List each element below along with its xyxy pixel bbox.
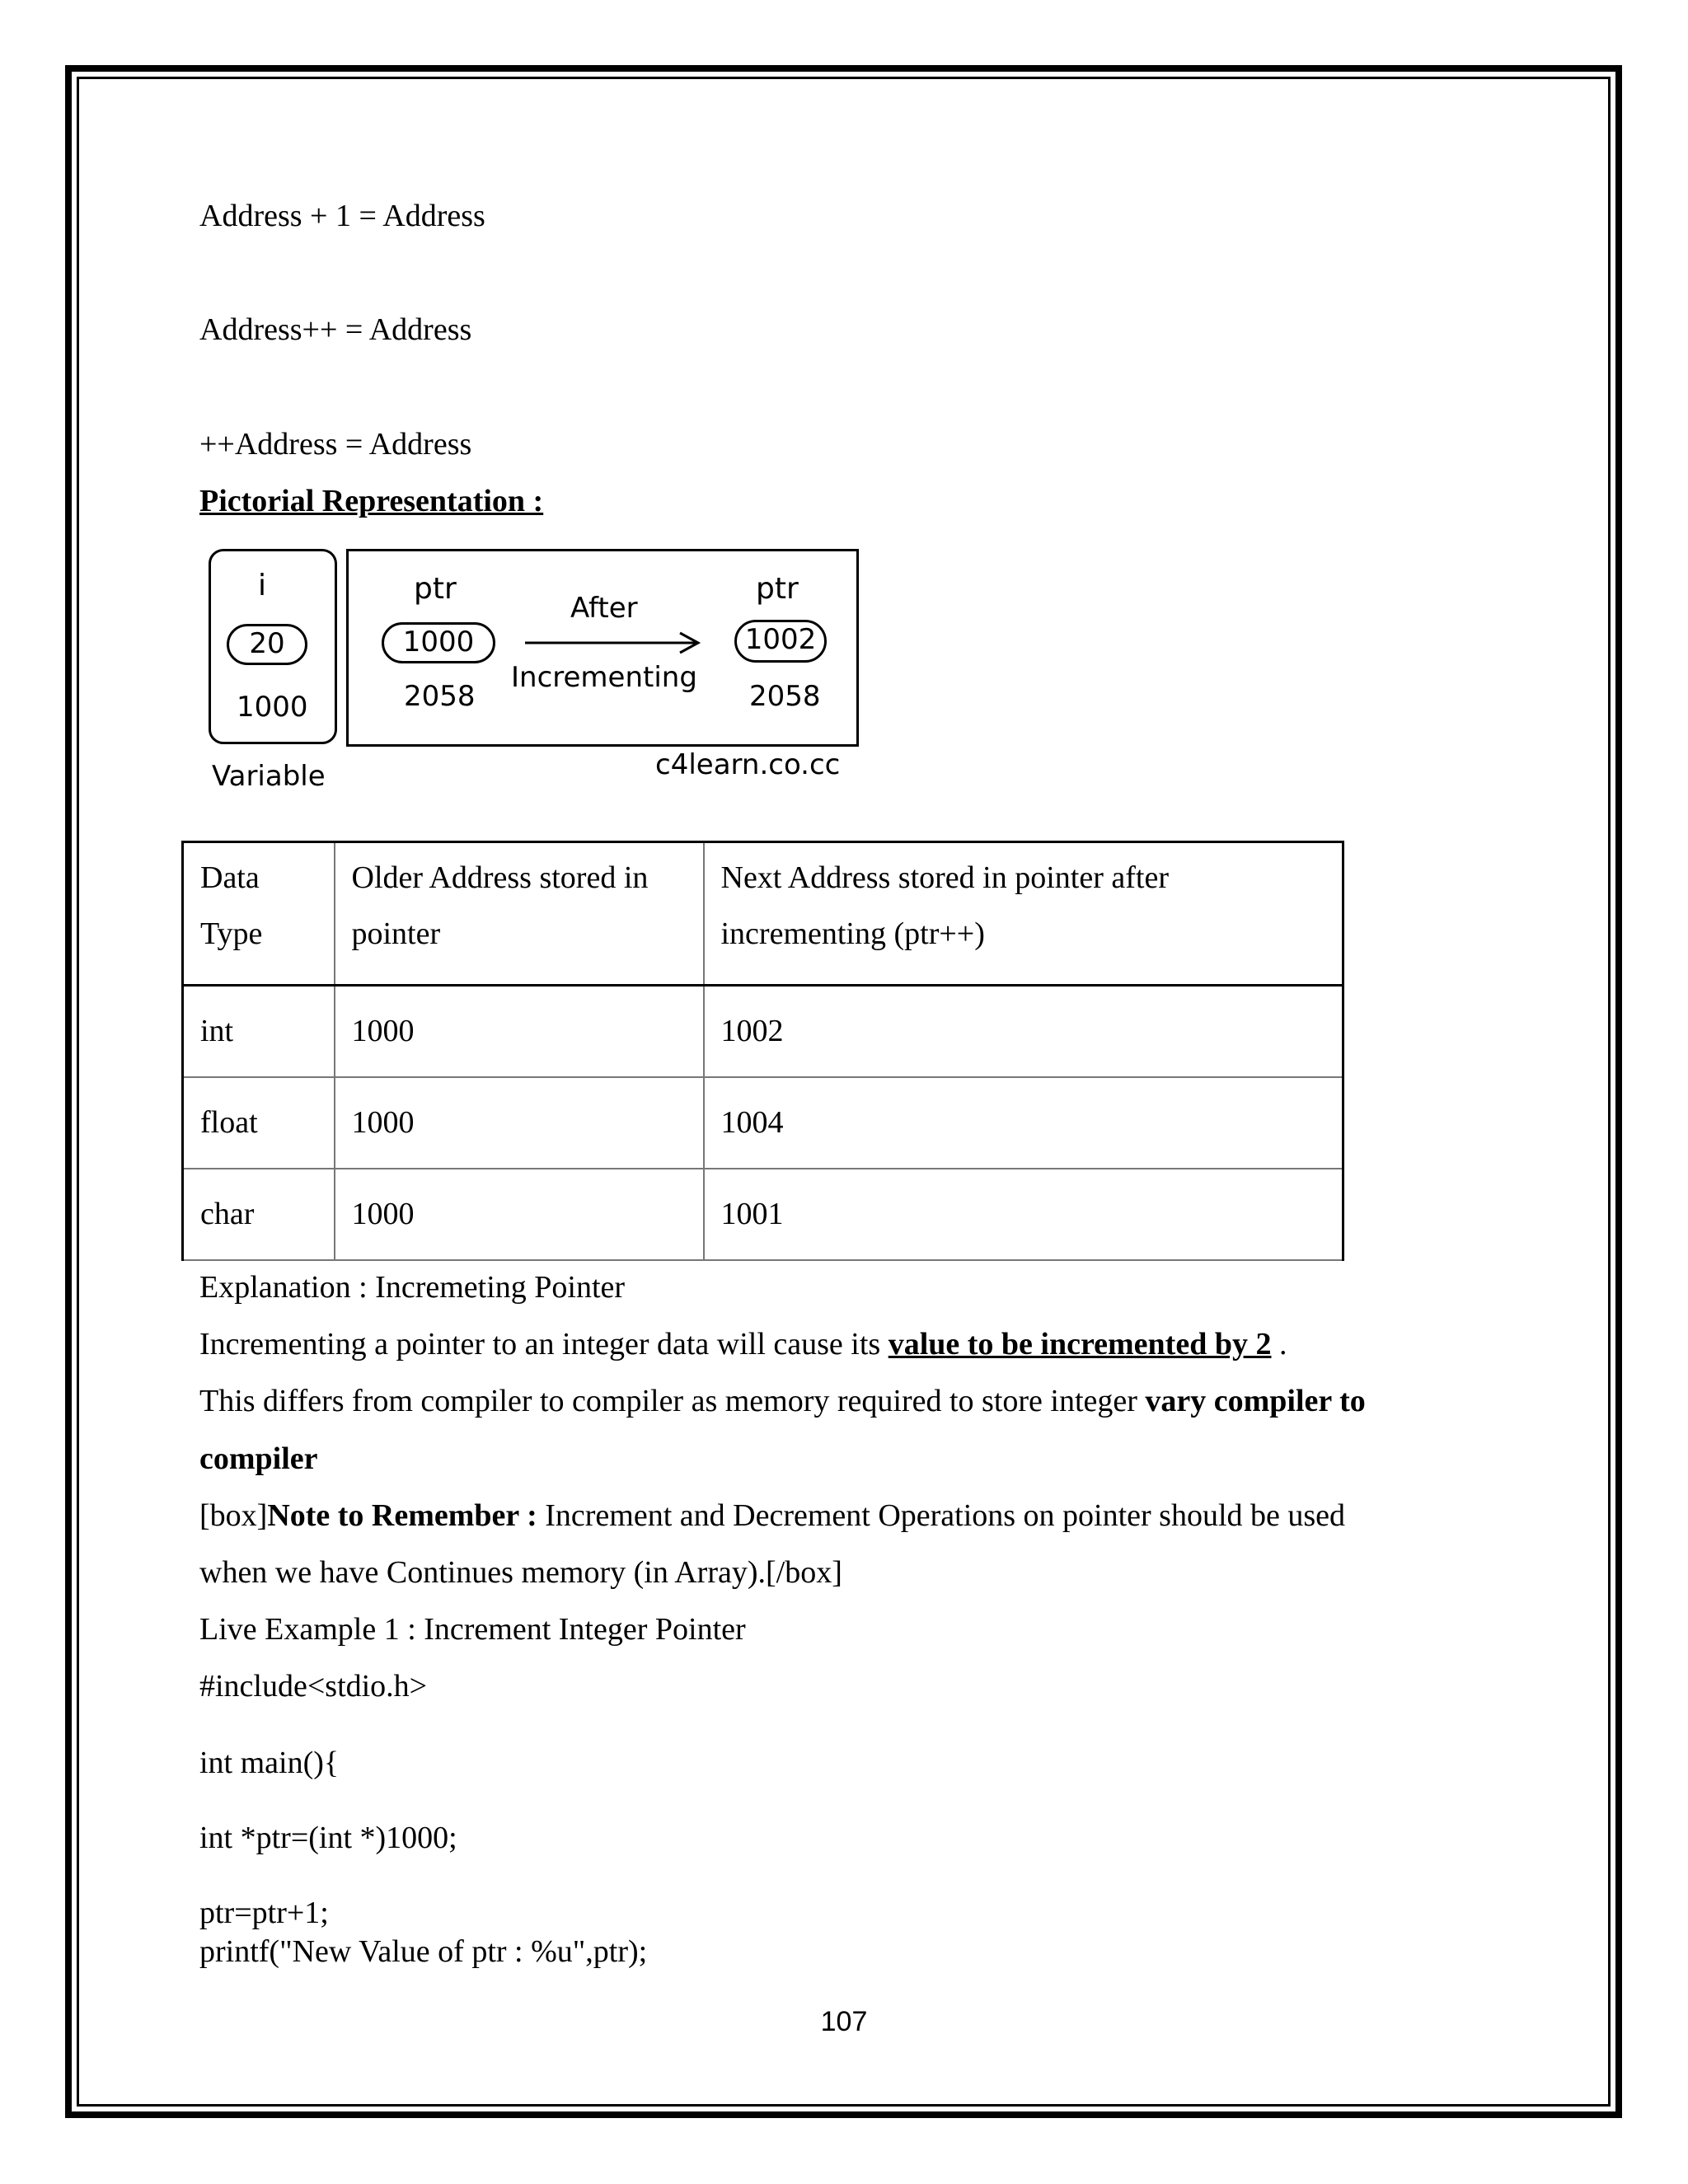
explanation-paragraph-1 [199,1324,1287,1364]
var-caption: Variable [212,760,326,793]
table-cell: 1000 [335,1169,704,1260]
table-row [183,1077,1343,1169]
ptr-label-after: ptr [756,572,799,606]
table-cell: 1000 [335,986,704,1077]
note-line-2: when we have Continues memory (in Array).[/box] [199,1555,842,1590]
text-run: Incrementing a pointer to an integer data will cause its [199,1327,889,1361]
header-line: incrementing (ptr++) [720,916,985,951]
ptr-address-after: 2058 [749,680,821,713]
page-number: 107 [820,2006,868,2037]
explanation-paragraph-2-cont: compiler [199,1441,318,1476]
table-cell: char [183,1169,335,1260]
header-line: Next Address stored in pointer after [720,860,1169,895]
code-line: int *ptr=(int *)1000; [199,1821,457,1855]
pointer-diagram [202,544,861,808]
table-row [183,1169,1343,1260]
header-line: Older Address stored in [351,860,649,895]
header-line: Data [200,860,260,895]
arrow-right-icon [523,630,705,655]
ptr-label-before: ptr [414,572,457,606]
equation-line-2: Address++ = Address [199,312,472,347]
text-run: [box] [199,1498,268,1533]
header-line: pointer [351,916,441,951]
table-header-row [183,842,1343,986]
ptr-address-before: 2058 [404,680,476,713]
table-cell: int [183,986,335,1077]
ptr-value-before-pill: 1000 [382,622,495,663]
table-cell: float [183,1077,335,1169]
header-cell-next-address [704,842,1343,986]
header-cell-older-address [335,842,704,986]
table-cell: 1000 [335,1077,704,1169]
note-line-1 [199,1496,1345,1535]
arrow-label-bottom: Incrementing [511,661,697,694]
text-run: . [1271,1327,1287,1361]
header-line: Type [200,916,263,951]
equation-line-1: Address + 1 = Address [199,199,485,233]
header-cell-data-type [183,842,335,986]
table-cell: 1001 [704,1169,1343,1260]
section-heading: Pictorial Representation : [199,484,544,518]
table-cell: 1002 [704,986,1343,1077]
explanation-paragraph-2 [199,1381,1366,1421]
ptr-value-after-pill: 1002 [734,620,827,663]
code-line: printf("New Value of ptr : %u",ptr); [199,1934,648,1969]
text-run: This differs from compiler to compiler as memory required to store integer [199,1384,1146,1418]
text-run: Increment and Decrement Operations on pointer should be used [537,1498,1346,1533]
code-line: int main(){ [199,1746,340,1780]
explanation-title: Explanation : Incremeting Pointer [199,1270,626,1305]
var-name: i [258,569,267,602]
var-value-pill: 20 [227,624,307,665]
arrow-label-top: After [570,592,638,625]
watermark-text: c4learn.co.cc [655,748,841,781]
code-line: ptr=ptr+1; [199,1896,329,1930]
pointer-increment-table [181,841,1344,1261]
var-address: 1000 [237,691,308,724]
equation-line-3: ++Address = Address [199,427,472,462]
table-cell: 1004 [704,1077,1343,1169]
emphasis-text: value to be incremented by 2 [888,1327,1272,1361]
table-row [183,986,1343,1077]
note-label: Note to Remember : [267,1498,537,1533]
example-title: Live Example 1 : Increment Integer Pointer [199,1612,746,1647]
code-line: #include<stdio.h> [199,1669,428,1704]
emphasis-text: vary compiler to [1145,1384,1366,1418]
